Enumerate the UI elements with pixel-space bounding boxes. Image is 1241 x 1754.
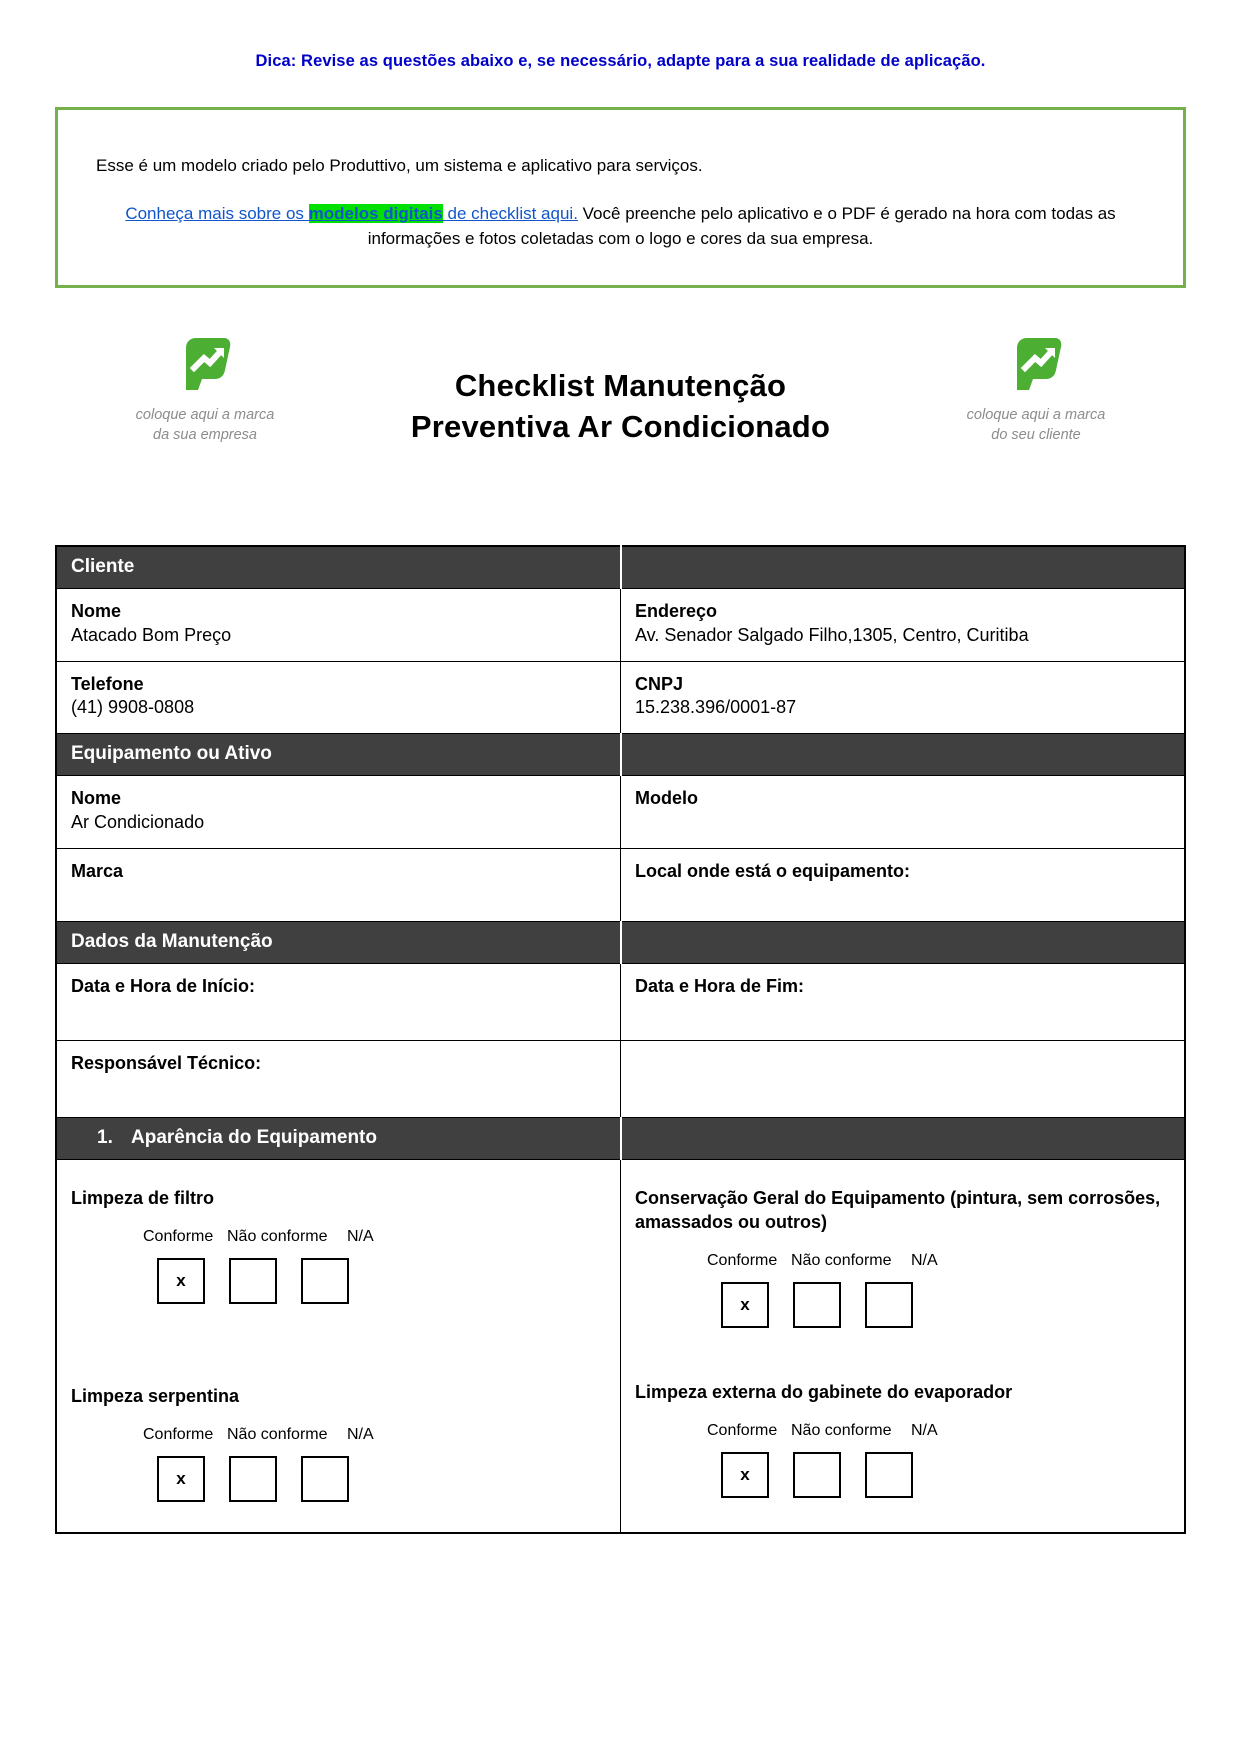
option-label-na: N/A (911, 1422, 938, 1440)
section-number: 1. (97, 1127, 113, 1149)
option-checkboxes (721, 1452, 1170, 1498)
field-value[interactable]: 15.238.396/0001-87 (635, 697, 797, 718)
checkbox-conforme[interactable]: x (721, 1282, 769, 1328)
company-brand-caption (90, 406, 320, 445)
item-spacer (57, 1334, 620, 1384)
field-equipment-modelo (621, 776, 1184, 848)
section-band-equipamento (56, 734, 1185, 776)
option-labels (143, 1228, 606, 1246)
field-value[interactable]: Atacado Bom Preço (71, 624, 232, 645)
field-label: Data e Hora de Início: (71, 976, 256, 997)
option-label-conforme: Conforme (707, 1422, 778, 1440)
document-header (90, 332, 1151, 448)
page-title-line2: Preventiva Ar Condicionado (410, 409, 831, 445)
option-checkboxes (157, 1456, 606, 1502)
field-equipment-nome (57, 776, 620, 848)
checklist-item-limpeza-externa-gabinete (621, 1380, 1184, 1528)
checklist-item-limpeza-filtro (57, 1160, 620, 1334)
field-label: Responsável Técnico: (71, 1053, 262, 1074)
table-row (56, 589, 1185, 662)
client-caption-line2: do seu cliente (991, 426, 1081, 443)
checklist-item-conservacao-geral (621, 1160, 1184, 1358)
promo-box (55, 107, 1186, 288)
checkbox-na[interactable] (865, 1282, 913, 1328)
section-band-cliente (56, 546, 1185, 589)
option-label-nao-conforme: Não conforme (791, 1422, 892, 1440)
section-title-aparencia (57, 1118, 620, 1159)
field-client-telefone (57, 662, 620, 734)
option-label-na: N/A (347, 1228, 374, 1246)
field-value[interactable]: Av. Senador Salgado Filho,1305, Centro, Curitiba (635, 624, 1029, 645)
section-band-aparencia (56, 1118, 1185, 1160)
company-brand-block (90, 332, 320, 445)
checkbox-na[interactable] (301, 1456, 349, 1502)
promo-link[interactable] (125, 204, 578, 223)
table-row (56, 1041, 1185, 1118)
option-labels (707, 1252, 1170, 1270)
item-title: Conservação Geral do Equipamento (pintura, sem corrosões, amassados ou outros) (635, 1188, 1161, 1233)
table-row (56, 964, 1185, 1041)
field-label: Nome (71, 788, 122, 809)
field-value[interactable]: Ar Condicionado (71, 811, 205, 832)
field-start-datetime (57, 964, 620, 1040)
client-logo-icon (1007, 332, 1065, 394)
checkbox-na[interactable] (301, 1258, 349, 1304)
client-brand-block (921, 332, 1151, 445)
option-label-conforme: Conforme (707, 1252, 778, 1270)
page-title-line1: Checklist Manutenção (454, 368, 787, 404)
option-label-conforme: Conforme (143, 1228, 214, 1246)
field-label: Data e Hora de Fim: (635, 976, 805, 997)
client-brand-caption (921, 406, 1151, 445)
table-row (56, 1160, 1185, 1534)
checklist-item-limpeza-serpentina (57, 1384, 620, 1532)
checkbox-conforme[interactable]: x (721, 1452, 769, 1498)
option-label-nao-conforme: Não conforme (227, 1228, 328, 1246)
option-label-conforme: Conforme (143, 1426, 214, 1444)
company-caption-line1: coloque aqui a marca (135, 407, 275, 424)
section-band-manutencao (56, 922, 1185, 964)
company-caption-line2: da sua empresa (153, 426, 257, 443)
client-caption-line1: coloque aqui a marca (966, 407, 1106, 424)
item-title: Limpeza de filtro (71, 1188, 215, 1209)
field-label: Telefone (71, 673, 144, 694)
promo-rest-text: Você preenche pelo aplicativo e o PDF é gerado na hora com todas as informações e fotos coletadas com o logo e cores da sua empresa. (367, 204, 1116, 248)
checkbox-conforme[interactable]: x (157, 1258, 205, 1304)
table-row (56, 661, 1185, 734)
promo-link-pre: Conheça mais sobre os (125, 204, 309, 223)
field-equipment-marca (57, 849, 620, 921)
option-label-nao-conforme: Não conforme (791, 1252, 892, 1270)
field-label: Nome (71, 601, 122, 622)
checkbox-nao-conforme[interactable] (229, 1258, 277, 1304)
field-end-datetime (621, 964, 1184, 1040)
option-label-nao-conforme: Não conforme (227, 1426, 328, 1444)
option-checkboxes (721, 1282, 1170, 1328)
tip-text: Dica: Revise as questões abaixo e, se necessário, adapte para a sua realidade de aplicação. (255, 52, 986, 70)
field-label: Local onde está o equipamento: (635, 861, 911, 882)
table-row (56, 776, 1185, 849)
option-label-na: N/A (911, 1252, 938, 1270)
page-title (320, 332, 921, 448)
section-title-cliente: Cliente (71, 556, 135, 578)
checkbox-nao-conforme[interactable] (229, 1456, 277, 1502)
field-client-cnpj (621, 662, 1184, 734)
section-title-manutencao: Dados da Manutenção (71, 931, 273, 953)
option-checkboxes (157, 1258, 606, 1304)
field-responsavel (57, 1041, 620, 1117)
field-client-nome (57, 589, 620, 661)
option-labels (143, 1426, 606, 1444)
option-label-na: N/A (347, 1426, 374, 1444)
option-labels (707, 1422, 1170, 1440)
produttivo-logo-icon (176, 332, 234, 394)
item-title: Limpeza serpentina (71, 1386, 240, 1407)
promo-link-post: de checklist aqui. (442, 204, 578, 223)
checkbox-nao-conforme[interactable] (793, 1282, 841, 1328)
field-label: Modelo (635, 788, 698, 809)
checklist-table (55, 545, 1186, 1534)
promo-line-1: Esse é um modelo criado pelo Produttivo, um sistema e aplicativo para serviços. (96, 156, 703, 175)
field-label: Marca (71, 861, 124, 882)
field-responsavel-value[interactable] (621, 1041, 1184, 1117)
section-title-equipamento: Equipamento ou Ativo (71, 743, 272, 765)
field-equipment-local (621, 849, 1184, 921)
field-label: Endereço (635, 601, 718, 622)
checkbox-nao-conforme[interactable] (793, 1452, 841, 1498)
promo-paragraph (80, 202, 1161, 251)
field-value[interactable]: (41) 9908-0808 (71, 697, 195, 718)
checkbox-na[interactable] (865, 1452, 913, 1498)
field-label: CNPJ (635, 673, 684, 694)
item-spacer (621, 1358, 1184, 1380)
item-title: Limpeza externa do gabinete do evaporador (635, 1382, 1013, 1403)
field-client-endereco (621, 589, 1184, 661)
promo-link-highlight: modelos digitais (308, 204, 443, 223)
checkbox-conforme[interactable]: x (157, 1456, 205, 1502)
table-row (56, 849, 1185, 922)
section-label: Aparência do Equipamento (131, 1127, 377, 1149)
